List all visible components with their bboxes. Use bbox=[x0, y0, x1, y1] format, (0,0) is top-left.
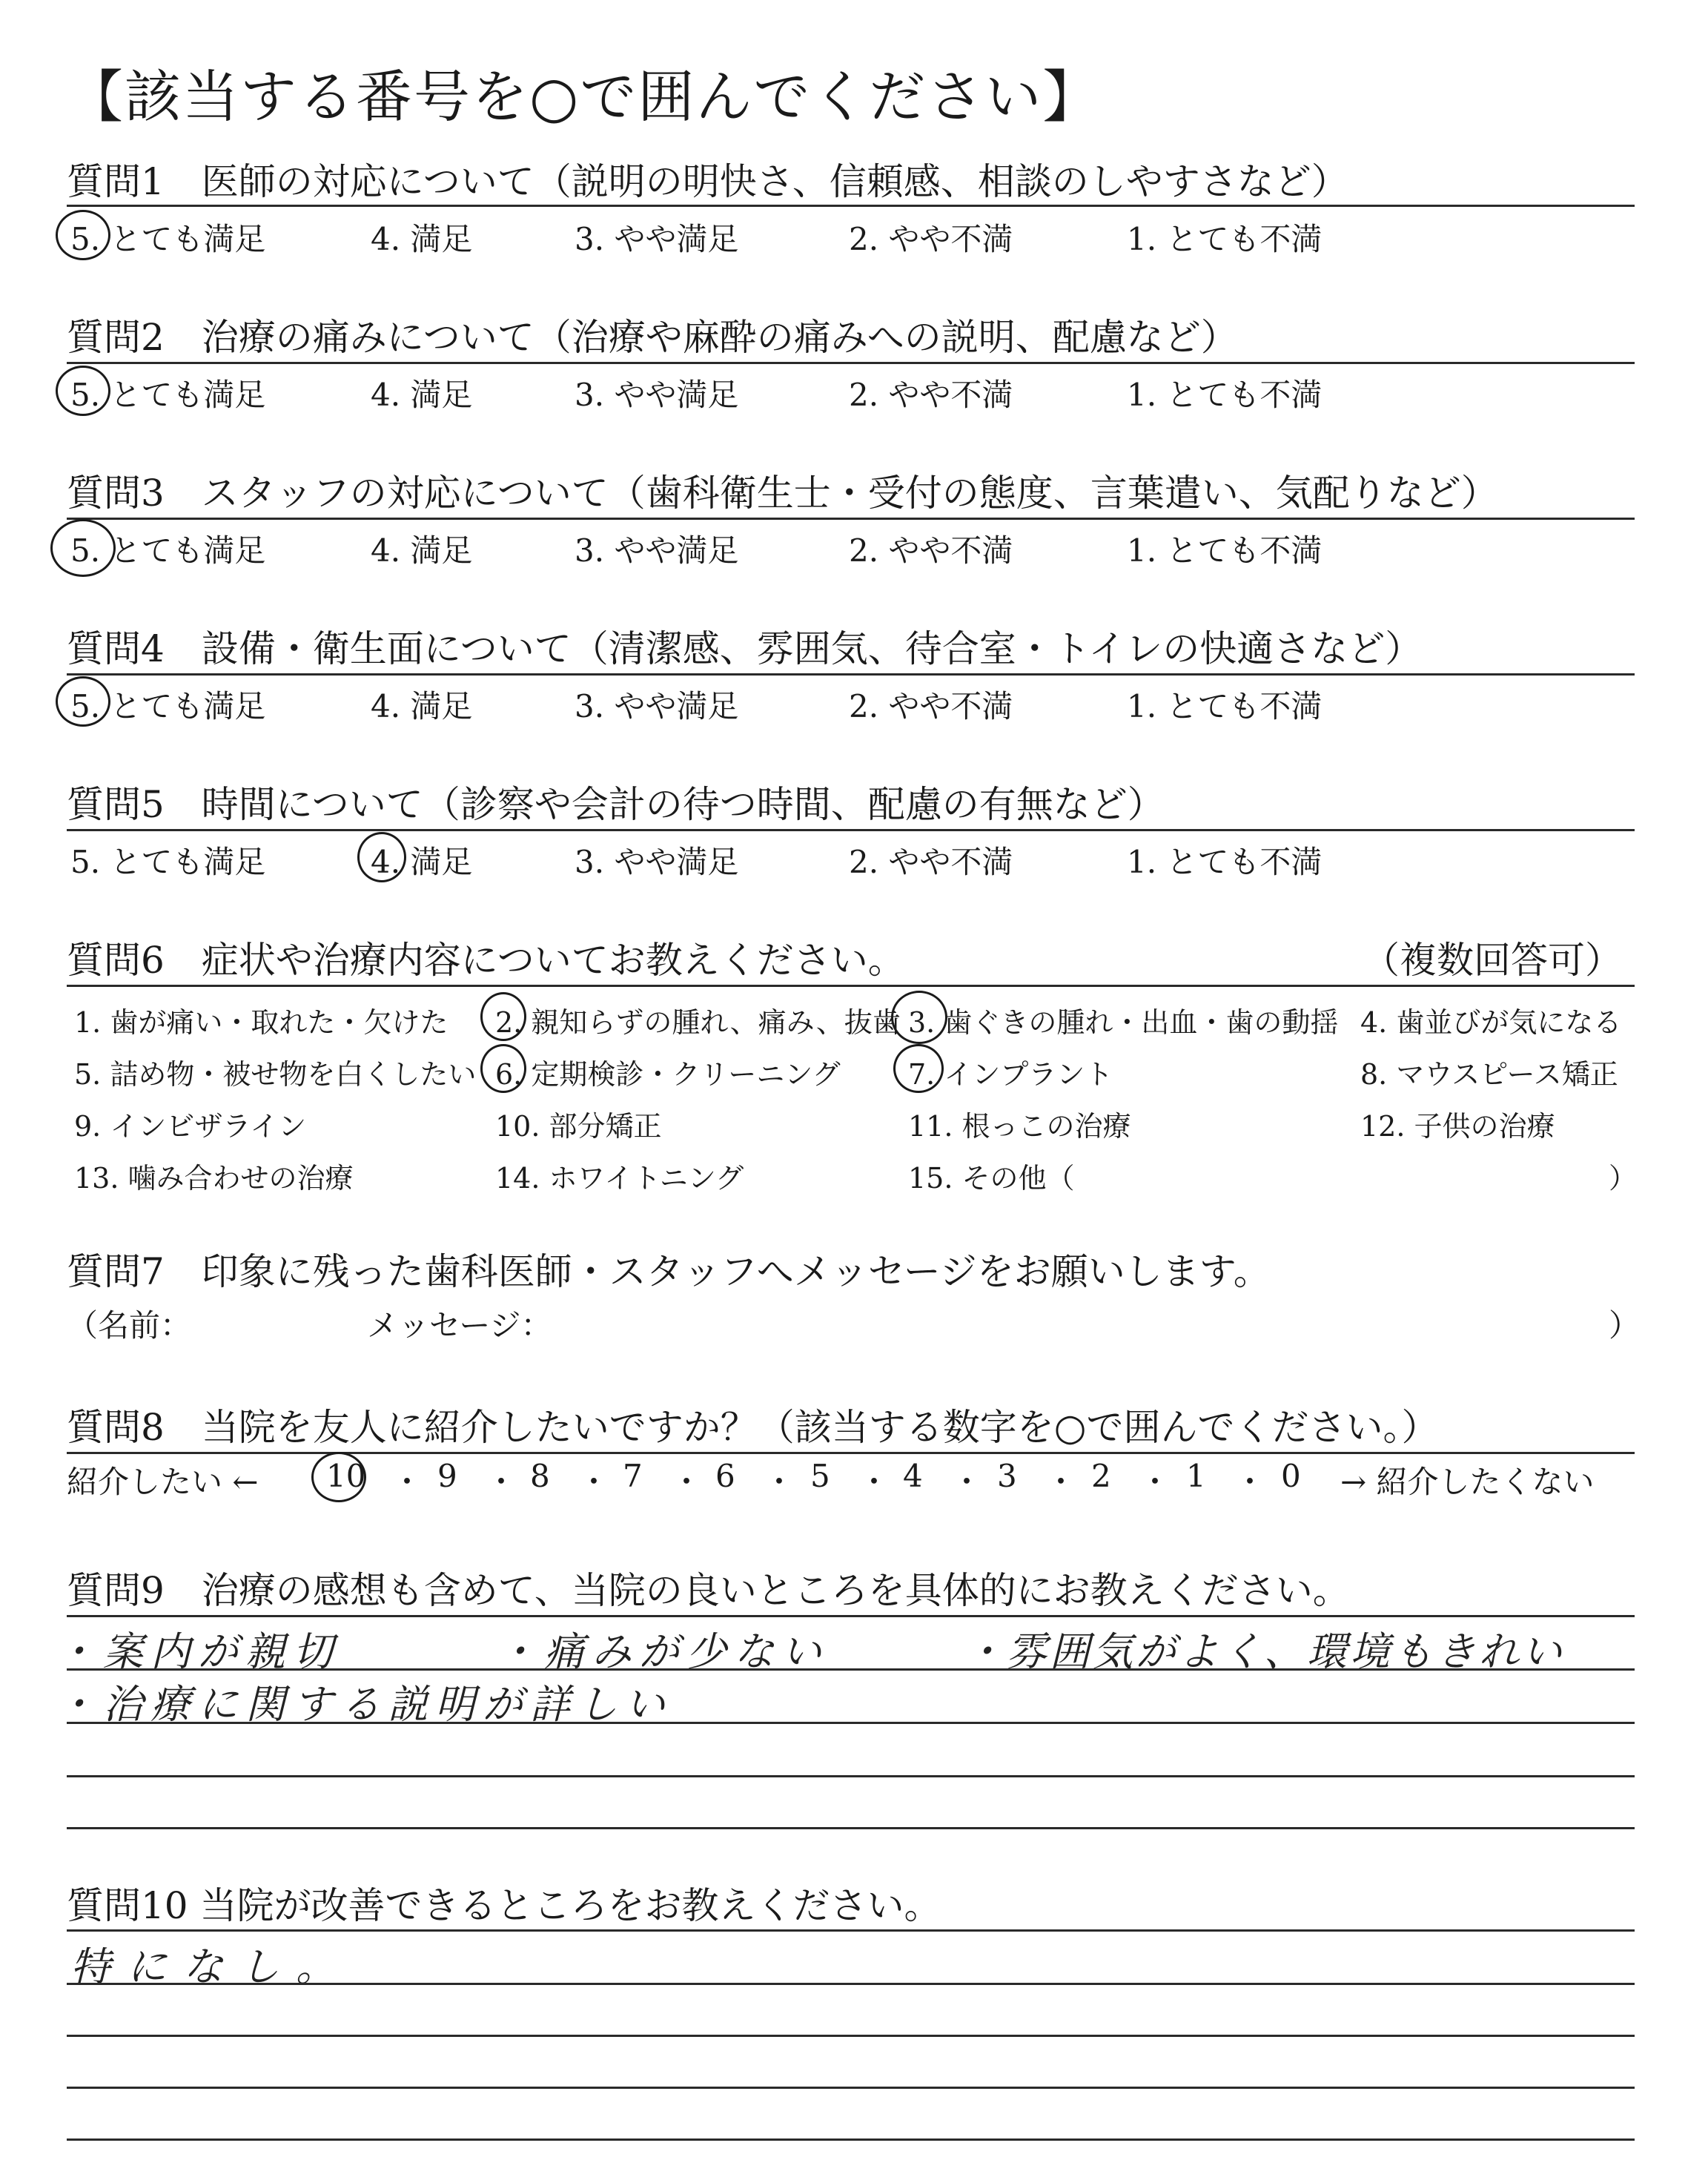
q8-score-4[interactable]: 4 bbox=[903, 1458, 923, 1494]
q5-circle-mark bbox=[357, 832, 406, 882]
q8-score-8[interactable]: 8 bbox=[530, 1458, 550, 1494]
q1-option-1[interactable]: 1. とても不満 bbox=[1127, 221, 1323, 257]
q6-item-10[interactable]: 10. 部分矯正 bbox=[495, 1110, 662, 1143]
q5-option-4[interactable]: 4. 満足 bbox=[371, 844, 473, 880]
q8-score-5[interactable]: 5 bbox=[810, 1458, 830, 1494]
q6-item-2[interactable]: 2. 親知らずの腫れ、痛み、抜歯 bbox=[495, 1006, 901, 1039]
q8-sep: ・ bbox=[1234, 1464, 1266, 1500]
q6-item-14[interactable]: 14. ホワイトニング bbox=[495, 1162, 744, 1195]
q3-option-3[interactable]: 3. やや満足 bbox=[575, 532, 739, 569]
page-title: 【該当する番号を○で囲んでください】 bbox=[67, 64, 1101, 130]
q10-rule-1 bbox=[67, 1929, 1635, 1932]
q10-rule-5 bbox=[67, 2138, 1635, 2141]
q8-score-1[interactable]: 1 bbox=[1186, 1458, 1206, 1494]
q4-option-4[interactable]: 4. 満足 bbox=[371, 688, 473, 724]
q7-close: ） bbox=[1609, 1307, 1641, 1344]
q3-option-2[interactable]: 2. やや不満 bbox=[849, 532, 1013, 569]
q5-option-1[interactable]: 1. とても不満 bbox=[1127, 844, 1323, 880]
q8-sep: ・ bbox=[951, 1464, 983, 1500]
q8-score-6[interactable]: 6 bbox=[715, 1458, 735, 1494]
q6-multiple-note: （複数回答可） bbox=[1363, 939, 1622, 982]
q4-circle-mark bbox=[56, 676, 110, 727]
q6-item-7-circle-mark bbox=[893, 1044, 944, 1093]
q8-right-label: → 紹介したくない bbox=[1340, 1464, 1595, 1500]
q6-item-3-circle-mark bbox=[891, 991, 947, 1044]
q7-message-label: メッセージ： bbox=[367, 1307, 552, 1344]
q2-option-1[interactable]: 1. とても不満 bbox=[1127, 377, 1323, 413]
q1-circle-mark bbox=[56, 210, 110, 260]
q8-sep: ・ bbox=[1045, 1464, 1077, 1500]
q8-score-2[interactable]: 2 bbox=[1091, 1458, 1111, 1494]
q9-rule-4 bbox=[67, 1775, 1635, 1777]
q9-rule-5 bbox=[67, 1827, 1635, 1829]
q4-option-1[interactable]: 1. とても不満 bbox=[1127, 688, 1323, 724]
q3-title: 質問3 スタッフの対応について（歯科衛生士・受付の態度、言葉遣い、気配りなど） bbox=[67, 472, 1498, 515]
q6-item-5[interactable]: 5. 詰め物・被せ物を白くしたい bbox=[74, 1058, 477, 1091]
q6-item-15-close: ） bbox=[1609, 1162, 1638, 1195]
q10-title: 質問10 当院が改善できるところをお教えください。 bbox=[67, 1884, 941, 1927]
q5-rule bbox=[67, 829, 1635, 831]
q8-sep: ・ bbox=[486, 1464, 517, 1500]
q5-title: 質問5 時間について（診察や会計の待つ時間、配慮の有無など） bbox=[67, 783, 1165, 826]
q4-option-3[interactable]: 3. やや満足 bbox=[575, 688, 739, 724]
q1-rule bbox=[67, 205, 1635, 207]
q8-sep: ・ bbox=[764, 1464, 795, 1500]
q10-rule-3 bbox=[67, 2035, 1635, 2037]
q8-rule bbox=[67, 1452, 1635, 1454]
q8-score-7[interactable]: 7 bbox=[623, 1458, 643, 1494]
q4-option-5[interactable]: 5. とても満足 bbox=[70, 688, 266, 724]
q3-circle-mark bbox=[50, 519, 116, 577]
q8-title: 質問8 当院を友人に紹介したいですか？（該当する数字を○で囲んでください。） bbox=[67, 1406, 1439, 1449]
q8-score-0[interactable]: 0 bbox=[1281, 1458, 1301, 1494]
q9-handwriting-3: ・雰囲気がよく、環境もきれい bbox=[964, 1628, 1565, 1675]
q6-rule bbox=[67, 985, 1635, 987]
q2-circle-mark bbox=[56, 366, 110, 416]
q2-title: 質問2 治療の痛みについて（治療や麻酔の痛みへの説明、配慮など） bbox=[67, 316, 1238, 359]
q2-option-4[interactable]: 4. 満足 bbox=[371, 377, 473, 413]
q8-score-10[interactable]: 10 bbox=[326, 1458, 366, 1494]
q7-title: 質問7 印象に残った歯科医師・スタッフへメッセージをお願いします。 bbox=[67, 1250, 1271, 1293]
q6-item-3[interactable]: 3. 歯ぐきの腫れ・出血・歯の動揺 bbox=[908, 1006, 1339, 1039]
q3-rule bbox=[67, 518, 1635, 520]
q5-option-3[interactable]: 3. やや満足 bbox=[575, 844, 739, 880]
q8-sep: ・ bbox=[578, 1464, 610, 1500]
q8-sep: ・ bbox=[671, 1464, 703, 1500]
q8-sep: ・ bbox=[858, 1464, 890, 1500]
q4-title: 質問4 設備・衛生面について（清潔感、雰囲気、待合室・トイレの快適さなど） bbox=[67, 627, 1423, 670]
q2-option-2[interactable]: 2. やや不満 bbox=[849, 377, 1013, 413]
q8-left-label: 紹介したい ← bbox=[67, 1464, 259, 1500]
q6-item-15[interactable]: 15. その他（ bbox=[908, 1162, 1075, 1195]
q6-item-6[interactable]: 6. 定期検診・クリーニング bbox=[495, 1058, 841, 1091]
q3-option-4[interactable]: 4. 満足 bbox=[371, 532, 473, 569]
q6-item-9[interactable]: 9. インビザライン bbox=[74, 1110, 307, 1143]
q6-item-8[interactable]: 8. マウスピース矯正 bbox=[1360, 1058, 1618, 1091]
q6-item-7[interactable]: 7. インプラント bbox=[908, 1058, 1113, 1091]
q6-item-11[interactable]: 11. 根っこの治療 bbox=[908, 1110, 1131, 1143]
q9-handwriting-2: ・痛みが少ない bbox=[497, 1628, 829, 1675]
q9-handwriting-4: ・治療に関する説明が詳しい bbox=[56, 1681, 672, 1728]
q6-item-12[interactable]: 12. 子供の治療 bbox=[1360, 1110, 1555, 1143]
q1-title: 質問1 医師の対応について（説明の明快さ、信頼感、相談のしやすさなど） bbox=[67, 160, 1348, 203]
q8-circle-mark bbox=[311, 1452, 366, 1502]
q2-option-5[interactable]: 5. とても満足 bbox=[70, 377, 266, 413]
q1-option-4[interactable]: 4. 満足 bbox=[371, 221, 473, 257]
q2-rule bbox=[67, 362, 1635, 364]
q6-item-4[interactable]: 4. 歯並びが気になる bbox=[1360, 1006, 1622, 1039]
q3-option-1[interactable]: 1. とても不満 bbox=[1127, 532, 1323, 569]
q9-rule-1 bbox=[67, 1615, 1635, 1617]
q6-item-1[interactable]: 1. 歯が痛い・取れた・欠けた bbox=[74, 1006, 448, 1039]
q8-sep: ・ bbox=[1139, 1464, 1171, 1500]
q9-rule-3 bbox=[67, 1722, 1635, 1724]
q5-option-5[interactable]: 5. とても満足 bbox=[70, 844, 266, 880]
q3-option-5[interactable]: 5. とても満足 bbox=[70, 532, 266, 569]
q9-rule-2 bbox=[67, 1668, 1635, 1671]
q1-option-2[interactable]: 2. やや不満 bbox=[849, 221, 1013, 257]
q10-rule-2 bbox=[67, 1983, 1635, 1985]
q4-rule bbox=[67, 673, 1635, 676]
q8-score-3[interactable]: 3 bbox=[997, 1458, 1017, 1494]
q4-option-2[interactable]: 2. やや不満 bbox=[849, 688, 1013, 724]
q6-item-2-circle-mark bbox=[480, 992, 526, 1041]
q7-name-label: （名前： bbox=[67, 1307, 192, 1344]
q1-option-3[interactable]: 3. やや満足 bbox=[575, 221, 739, 257]
q2-option-3[interactable]: 3. やや満足 bbox=[575, 377, 739, 413]
q8-score-9[interactable]: 9 bbox=[437, 1458, 457, 1494]
q9-title: 質問9 治療の感想も含めて、当院の良いところを具体的にお教えください。 bbox=[67, 1569, 1350, 1612]
q6-item-13[interactable]: 13. 噛み合わせの治療 bbox=[74, 1162, 354, 1195]
q5-option-2[interactable]: 2. やや不満 bbox=[849, 844, 1013, 880]
q6-item-6-circle-mark bbox=[480, 1044, 526, 1093]
q10-rule-4 bbox=[67, 2087, 1635, 2089]
q9-handwriting-1: ・案内が親切 bbox=[56, 1628, 340, 1675]
q10-handwriting-1: 特になし。 bbox=[70, 1943, 352, 1990]
q6-title: 質問6 症状や治療内容についてお教えください。 bbox=[67, 939, 905, 982]
q8-sep: ・ bbox=[391, 1464, 423, 1500]
q1-option-5[interactable]: 5. とても満足 bbox=[70, 221, 266, 257]
